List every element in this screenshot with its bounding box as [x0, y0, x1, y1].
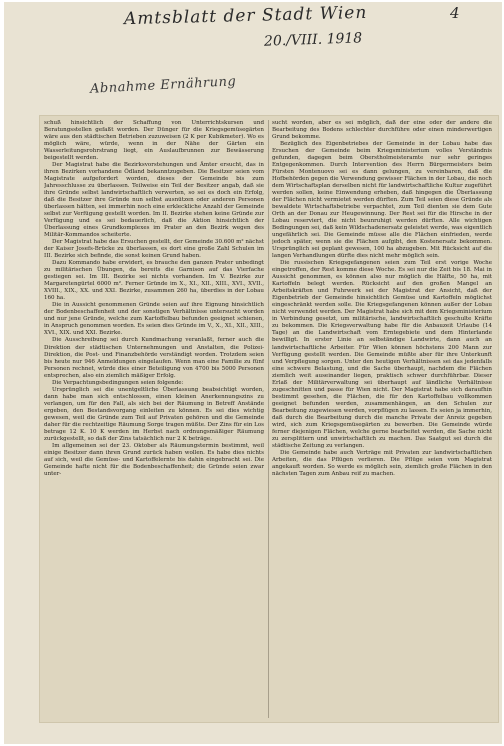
left-paragraph: Die Verpachtungsbedingungen seien folgende:	[52, 379, 184, 386]
left-paragraph: Der Magistrat habe das Ersuchen gestellt, der Gemeinde 30.600 m² nächst der Kaiser Josefs-Brücke zu überlassen, es dort eine große Zahl Schulen im III. Bezirke sich befinde, die sonst keinen Grund haben.	[44, 239, 264, 260]
right-paragraph: sucht worden, aber es sei möglich, daß der eine oder der andere die Bearbeitung des Bodens schlechter durchführe oder einen minderwertigen Grund bekomme.	[272, 120, 492, 141]
newspaper-clipping	[40, 116, 498, 722]
handwritten-note: Abnahme Ernährung	[89, 74, 237, 97]
handwritten-title: Amtsblatt der Stadt Wien	[123, 2, 368, 30]
right-column	[272, 120, 492, 718]
column-divider	[268, 120, 269, 718]
handwritten-page-number: 4	[450, 4, 460, 22]
left-paragraph: Ursprünglich sei die unentgeltliche Überlassung beabsichtigt worden, dann habe man sich entschlossen, einen kleinen Anerkennungszins zu verlangen, um für den Fall, als sich bei der Räumung in Betreff Anstände ergeben, den Bestandsvorgang einleiten zu können. Es sei dies wichtig gewesen, weil die Gründe zum Teil auf Privaten gehören und die Gemeinde daher für die rechtzeitige Räumung Sorge tragen müßte. Der Zins für ein Los betrage 12 K. 10 K werden im Herbst nach ordnungsmäßiger Räumung zurückgestellt, so daß der Zins tatsächlich nur 2 K beträge.	[44, 386, 264, 442]
right-paragraph: Die Gemeinde habe auch Verträge mit Privaten zur landwirtschaftlichen Arbeiten, die das Pflügen verlieren. Die Pflüge seien vom Magistrat angekauft worden. So werde es möglich sein, ziemlich große Flächen in den nächsten Tagen zum Anbau reif zu machen.	[272, 449, 492, 477]
left-paragraph: Dazu Kommando habe erwidert, es brauche den ganzen Prater unbedingt zu militärischen Übungen, da bereits die Garnison auf das Vierfache gestiegen sei. Im III. Bezirke sei nichts vorhanden. Im V. Bezirke zur Margaretengürtel 6000 m². Ferner Gründe im X., XI., XII., XIII., XVI., XVII., XVIII., XIX., XX. und XXI. Bezirke, zusammen 260 ha, überdies in der Lobau 160 ha.	[44, 260, 264, 302]
left-paragraph: Der Magistrat habe die Bezirksvorstehungen und Ämter ersucht, das in ihren Bezirken vorhandene Ödland bekanntzugeben. Die Besitzer seien vom Magistrate aufgefordert worden, dieses der Gemeinde bis zum Jahresschlusse zu überlassen. Teilweise ein Teil der Besitzer angab, daß sie ihre Gründe selbst landwirtschaftlich verwerten, so sei es doch ein Erfolg, daß die Besitzer ihre Gründe nun selbst ausnützen oder anderen Personen überlassen hätten, sei immerhin noch eine erkleckliche Anzahl der Gemeinde selbst zur Verfügung gestellt worden. Im II. Bezirke stehen keine Gründe zur Verfügung und es sei bedauerlich, daß die Aktion hinsichtlich der Überlassung eines Grundkomplexes im Prater an den Bezirk wegen des Militär-Kommandos scheiterte.	[44, 162, 264, 239]
right-paragraph: Die russischen Kriegsgefangenen seien zum Teil erst vorige Woche eingetroffen, der Rest komme diese Woche. Es sei nur die Zeit bis 18. Mai in Aussicht genommen, es können also nur möglich die Hälfte, 50 ha, mit Kartoffeln belegt werden. Rücksicht auf den großen Mangel an Arbeitskräften und Fuhrwerk sei der Magistrat der Ansicht, daß der Eigenbetrieb der Gemeinde hinsichtlich Gemüse und Kartoffeln möglichst eingeschränkt werden solle. Die Kriegsgefangenen können außer der Lobau nicht verwendet werden. Der Magistrat habe sich mit dem Kriegsministerium in Verbindung gesetzt, um militärische, landwirtschaftlich geschulte Kräfte zu bekommen. Die Kriegsverwaltung habe für die Anbauzeit Urlaube (14 Tage) an die Landwirtschaft vom Erntegebiete und dem Hinterlande bewilligt. In erster Linie an selbständige Landwirte, dann auch an landwirtschaftliche Arbeiter. Für Wien können höchstens 200 Mann zur Verfügung gestellt werden. Die Gemeinde müßte aber für ihre Unterkunft und Verpflegung sorgen. Unter den heutigen Verhältnissen sei das jedenfalls eine schwere Belastung, und die Sache überhaupt, nachdem die Flächen ziemlich weit auseinander liegen, praktisch schwer durchführbar. Dieser Erlaß der Militärverwaltung sei überhaupt auf ländliche Verhältnisse zugeschnitten und passe für Wien nicht. Der Magistrat habe sich daraufhin bestimmt gesehen, die Flächen, die für den Kartoffelbau vollkommen geeignet befunden werden, zusammenhängen, an den Schulen zur Bearbeitung zugewiesen werden, vorpflügen zu lassen. Es seien ja immerhin, daß durch die Bearbeitung durch die manche Private der Anreiz gegeben wird, sich zum Kriegsgemüsegärten zu bewerben. Die Gemeinde würde ferner diejenigen Flächen, welche gerne bearbeitet werden, die Sache nicht zu zersplittern und unwirtschaftlich zu machen. Das Saatgut sei durch die städtische Zeitung zu verlangen.	[272, 260, 492, 449]
left-paragraph: Die in Aussicht genommenen Gründe seien auf ihre Eignung hinsichtlich der Bodenbeschaffenheit und der sonstigen Verhältnisse untersucht worden und nur jene Gründe, welche zum Kartoffelbau befunden geeignet schienen, in Anspruch genommen worden. Es seien dies Gründe im V., X., XI., XII., XIII., XVI., XIX. und XXI. Bezirke.	[44, 302, 264, 337]
left-column	[44, 120, 264, 718]
left-paragraph: schuß hinsichtlich der Schaffung von Unterrichtskursen und Beratungsstellen gefaßt worden. Der Dünger für die Kriegsgemüsegärten wäre aus den städtischen Betrieben zuzuweisen (2 K per Kubikmeter). Wo es möglich wäre, würde, wenn in der Nähe der Gärten ein Wasserleitungsrohrstrang liegt, ein Auslaufbrunnen zur Bewässerung beigestellt werden.	[44, 120, 264, 162]
right-paragraph: Bezüglich des Eigenbetriebes der Gemeinde in der Lobau habe das Ersuchen der Gemeinde beim Kriegsministerium volles Verständnis gefunden, dagegen beim Oberstholmeisteramte nur sehr geringes Entgegenkommen. Durch Intervention des Herrn Bürgermeisters beim Fürsten Montenuovo sei es dann gelungen, zu vereinbaren, daß die Hofbehörden gegen die Verwendung gewisser Flächen in der Lobau, die noch dem Wirtschaftsplan derselben nicht für landwirtschaftliche Kultur zugeführt werden sollen, keine Einwendung erheben, daß hingegen die Überlassung der Flächen nicht vermietet werden dürften. Zum Teil seien diese Gründe als bewaldete Wirtschaftsbetriebe verpachtet, zum Teil dienten sie dem Gute Orth an der Donau zur Heugewinnung. Der Rest sei für die Hirsche in der Lobau reserviert, die nicht beunruhigt werden dürften. Alle wichtigen Bedingungen sei, daß kein Wildschadenersatz geleistet werde, was eigentlich ungefährlich sei. Die Gemeinde müsse alle die Flächen einfrieden, werde jedoch später, wenn sie die Flächen aufgibt, den Kostenersatz bekommen. Ursprünglich sei geplant gewesen, 100 ha abzugeben. Mit Rücksicht auf die langen Verhandlungen dürfte dies nicht mehr möglich sein.	[272, 141, 492, 260]
handwritten-date: 20./VIII. 1918	[263, 30, 363, 50]
left-paragraph: Die Ausschreibung sei durch Kundmachung veranlaßt, ferner auch die Direktion der städtischen Unternehmungen und Anstalten, die Polizei-Direktion, die Post- und Finanzbehörde verständigt worden. Trotzdem seien bis heute nur 946 Anmeldungen eingelaufen. Wenn man eine Familie zu fünf Personen rechnet, würde dies einer Beteiligung von 4700 bis 5000 Personen entsprechen, also ein ziemlich mäßiger Erfolg.	[44, 337, 264, 379]
left-paragraph: Im allgemeinen sei der 23. Oktober als Räumungstermin bestimmt, weil einige Besitzer dann ihren Grund zurück haben wollen. Es habe dies nichts auf sich, weil die Gemüse- und Kartoffelernte bis dahin eingebracht sei. Die Gemeinde hafte nicht für die Bodenbeschaffenheit; die Gründe seien zwar unter-	[44, 442, 264, 477]
archive-page	[4, 2, 502, 744]
